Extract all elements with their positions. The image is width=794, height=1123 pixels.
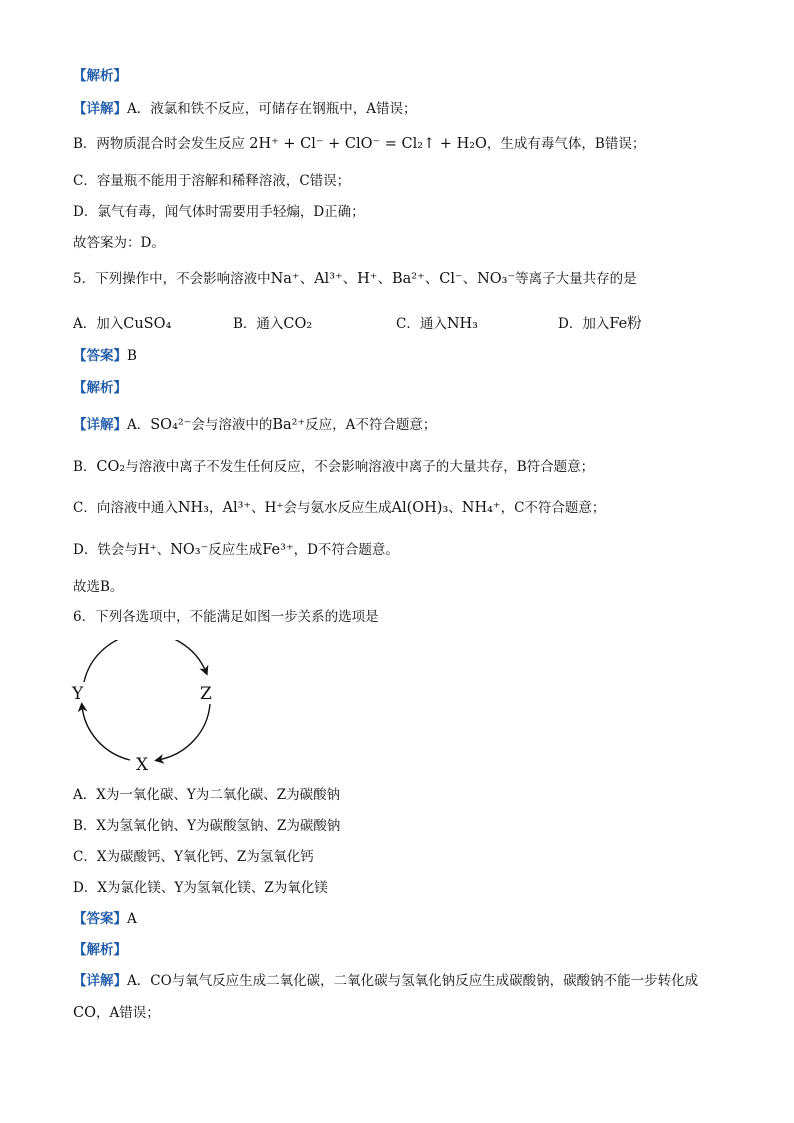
answer-tag: 【答案】 <box>73 911 127 927</box>
stem-text: 6．下列各选项中，不能满足如图一步关系的选项是 <box>73 609 379 625</box>
q6-option-b <box>73 817 744 835</box>
q5-detail-b <box>73 458 744 476</box>
formula: CO₂ <box>96 459 126 475</box>
conclusion-text: 故选B。 <box>73 579 124 595</box>
detail-text: B．两物质混合时会发生反应 <box>73 136 245 152</box>
node-label-x: X <box>136 755 149 775</box>
detail-tag: 【详解】 <box>73 973 127 989</box>
q4-analysis-heading <box>73 67 744 85</box>
stem-text: 等离子大量共存的是 <box>515 271 637 287</box>
q6-detail-a-line2 <box>73 1004 744 1022</box>
ion-list: Na⁺、Al³⁺、H⁺、Ba²⁺、Cl⁻、NO₃⁻ <box>270 271 516 287</box>
detail-text: C．容量瓶不能用于溶解和稀释溶液，C错误； <box>73 173 351 189</box>
option-label: A．加入 <box>73 316 124 332</box>
arrow-y-to-z <box>84 640 206 682</box>
detail-text: 会与溶液中的 <box>191 417 273 433</box>
conclusion-text: 故答案为：D。 <box>73 235 165 251</box>
detail-text: 反应，A不符合题意； <box>305 417 437 433</box>
detail-text: A．CO与氧气反应生成二氧化碳，二氧化碳与氢氧化钠反应生成碳酸钠，碳酸钠不能一步转化成 <box>127 973 699 989</box>
detail-text: ，A错误； <box>95 1005 160 1021</box>
q6-option-d <box>73 879 744 897</box>
formula: NH₃ <box>177 500 209 516</box>
q6-analysis-heading <box>73 941 744 959</box>
detail-text: A． <box>127 417 151 433</box>
option-text: B．X为氢氧化钠、Y为碳酸氢钠、Z为碳酸钠 <box>73 818 341 834</box>
q4-detail-b <box>73 135 744 153</box>
node-label-z: Z <box>200 684 212 704</box>
q5-option-c <box>396 312 478 332</box>
option-text: A．X为一氧化碳、Y为二氧化碳、Z为碳酸钠 <box>73 787 341 803</box>
formula: SO₄²⁻ <box>150 417 192 433</box>
cycle-diagram <box>68 640 228 778</box>
detail-text: D．氯气有毒，闻气体时需要用手轻煽，D正确； <box>73 204 365 220</box>
detail-text: 与溶液中离子不发生任何反应，不会影响溶液中离子的大量共存，B符合题意； <box>125 459 595 475</box>
formula: NO₃⁻ <box>170 542 209 558</box>
analysis-tag: 【解析】 <box>73 942 127 958</box>
detail-text: ，生成有毒气体，B错误； <box>486 136 646 152</box>
q4-detail-c <box>73 172 744 190</box>
option-label: C．通入 <box>396 316 447 332</box>
option-label: B．通入 <box>233 316 284 332</box>
detail-text: ，C不符合题意； <box>500 500 606 516</box>
detail-text: C．向溶液中通入 <box>73 500 178 516</box>
formula: NH₄⁺ <box>461 500 501 516</box>
option-formula: NH₃ <box>446 316 478 332</box>
chemical-equation: 2H⁺ + Cl⁻ + ClO⁻ = Cl₂↑ + H₂O <box>249 136 487 152</box>
q5-detail-d <box>73 541 744 559</box>
q5-option-a <box>73 312 171 332</box>
option-text: D．X为氯化镁、Y为氢氧化镁、Z为氧化镁 <box>73 880 328 896</box>
option-formula: Fe粉 <box>609 316 642 332</box>
detail-text: ， <box>209 500 223 516</box>
q5-option-b <box>233 312 312 332</box>
option-label: D．加入 <box>558 316 610 332</box>
node-label-y: Y <box>72 684 84 704</box>
formula: Fe³⁺ <box>262 542 294 558</box>
q5-answer <box>73 347 744 365</box>
q4-detail-d <box>73 203 744 221</box>
option-formula: CO₂ <box>283 316 313 332</box>
detail-text: 反应生成 <box>208 542 263 558</box>
answer-value: A <box>127 911 137 927</box>
q5-stem <box>73 270 744 288</box>
q6-stem <box>73 608 744 626</box>
detail-text: A．液氯和铁不反应，可储存在钢瓶中，A错误； <box>127 101 417 117</box>
q6-answer <box>73 910 744 928</box>
option-text: C．X为碳酸钙、Y氧化钙、Z为氢氧化钙 <box>73 849 314 865</box>
detail-text: ，D不符合题意。 <box>293 542 399 558</box>
stem-text: 5．下列操作中，不会影响溶液中 <box>73 271 271 287</box>
formula: CO <box>73 1005 96 1021</box>
q4-conclusion <box>73 234 744 252</box>
q5-option-d <box>558 312 642 333</box>
q6-option-c <box>73 848 744 866</box>
formula: Al³⁺ <box>222 500 252 516</box>
detail-text: D．铁会与H⁺、 <box>73 542 171 558</box>
detail-tag: 【详解】 <box>73 417 127 433</box>
formula: Al(OH)₃ <box>391 500 449 516</box>
formula: Ba²⁺ <box>272 417 306 433</box>
arrow-x-to-y <box>82 706 130 760</box>
detail-text: 、H⁺会与氨水反应生成 <box>251 500 392 516</box>
detail-text: 、 <box>448 500 462 516</box>
q5-detail-a <box>73 416 744 434</box>
q5-detail-c <box>73 499 744 517</box>
detail-text: B． <box>73 459 97 475</box>
q5-analysis-heading <box>73 379 744 397</box>
analysis-tag: 【解析】 <box>73 68 127 84</box>
q6-detail-a-line1 <box>73 972 744 990</box>
q6-option-a <box>73 786 744 804</box>
analysis-tag: 【解析】 <box>73 380 127 396</box>
option-formula: CuSO₄ <box>123 316 172 332</box>
answer-value: B <box>127 348 137 364</box>
q5-conclusion <box>73 578 744 596</box>
q4-detail-a <box>73 100 744 118</box>
arrow-z-to-x <box>158 704 210 760</box>
detail-tag: 【详解】 <box>73 101 127 117</box>
answer-tag: 【答案】 <box>73 348 127 364</box>
